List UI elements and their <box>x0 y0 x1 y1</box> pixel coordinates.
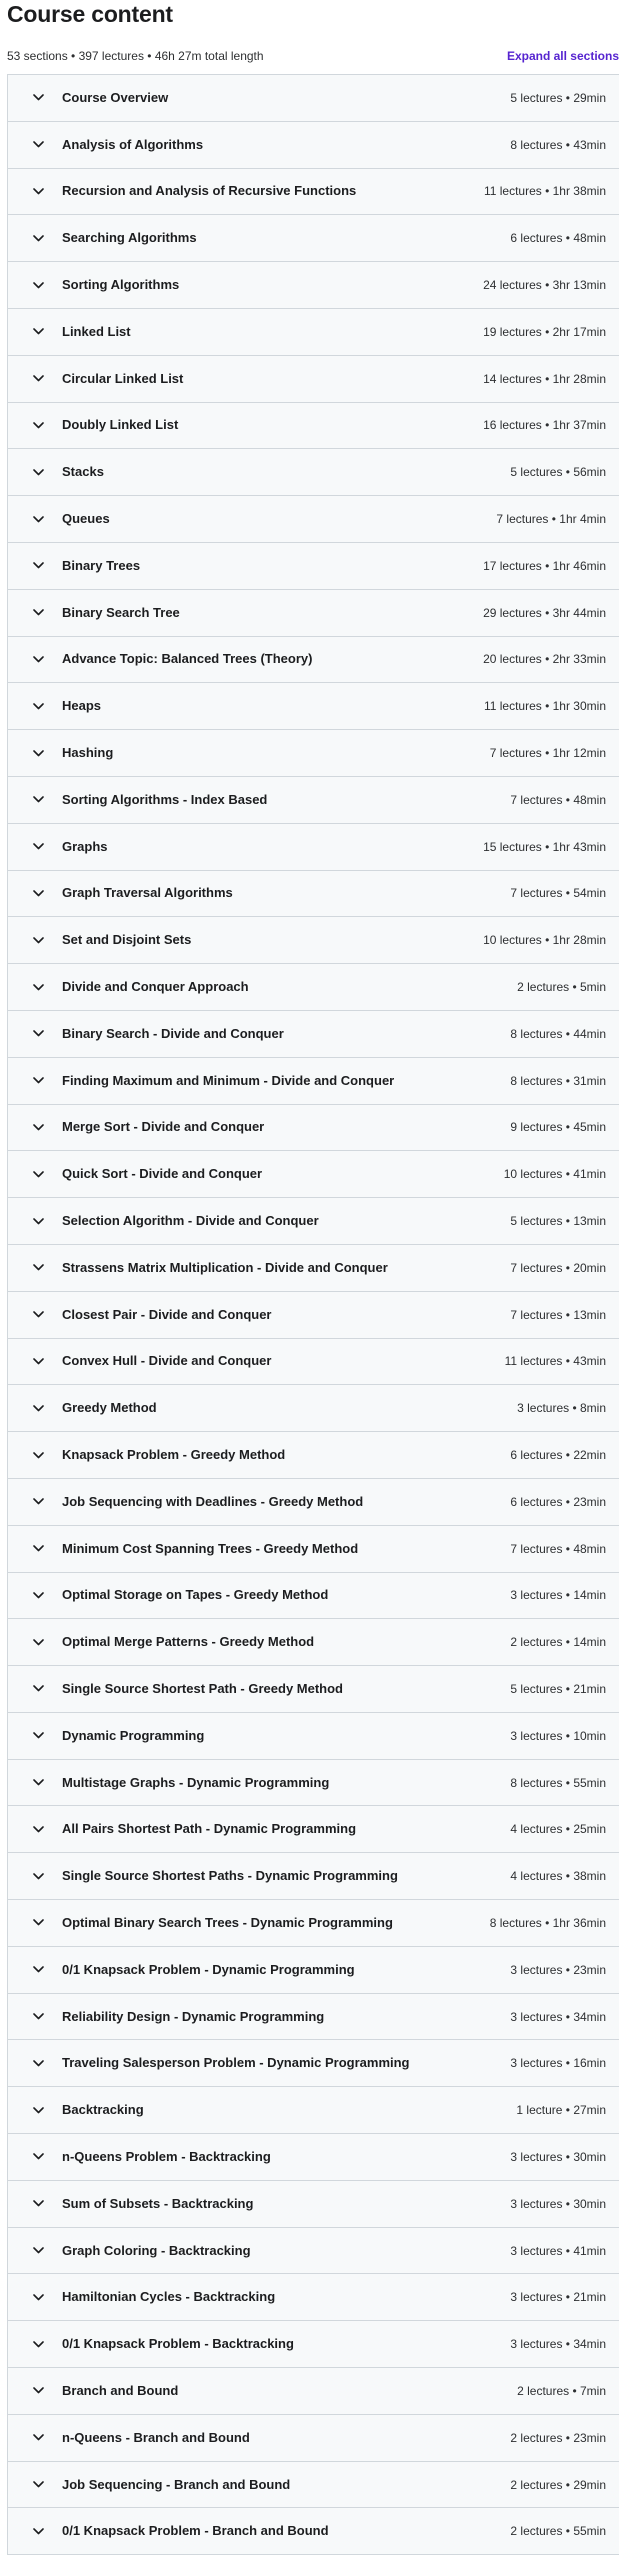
section-title: Set and Disjoint Sets <box>62 932 192 948</box>
section-row[interactable] <box>7 871 619 918</box>
chevron-down-icon[interactable] <box>32 1309 44 1321</box>
section-row[interactable] <box>7 1526 619 1573</box>
chevron-down-icon[interactable] <box>32 1355 44 1367</box>
section-title: Recursion and Analysis of Recursive Functions <box>62 183 357 199</box>
section-row[interactable] <box>7 1432 619 1479</box>
chevron-down-icon[interactable] <box>32 2291 44 2303</box>
section-row[interactable] <box>7 496 619 543</box>
section-lecture-count: 3 lectures • 30min <box>510 2149 606 2164</box>
section-lecture-count: 4 lectures • 38min <box>510 1869 606 1884</box>
section-lecture-count: 8 lectures • 55min <box>510 1775 606 1790</box>
chevron-down-icon[interactable] <box>32 981 44 993</box>
section-row[interactable] <box>7 1806 619 1853</box>
section-title: n-Queens Problem - Backtracking <box>62 2148 271 2164</box>
chevron-down-icon[interactable] <box>32 1777 44 1789</box>
chevron-down-icon[interactable] <box>32 1449 44 1461</box>
section-lecture-count: 7 lectures • 1hr 12min <box>489 746 606 761</box>
section-title: Single Source Shortest Path - Greedy Method <box>62 1680 343 1696</box>
section-lecture-count: 6 lectures • 23min <box>510 1494 606 1509</box>
chevron-down-icon[interactable] <box>32 279 44 291</box>
section-row[interactable] <box>7 1151 619 1198</box>
page-title: Course content <box>7 1 173 27</box>
section-row[interactable] <box>7 1011 619 1058</box>
section-lecture-count: 24 lectures • 3hr 13min <box>483 278 606 293</box>
section-row[interactable] <box>7 1385 619 1432</box>
section-lecture-count: 2 lectures • 7min <box>517 2383 606 2398</box>
section-lecture-count: 17 lectures • 1hr 46min <box>483 558 606 573</box>
section-lecture-count: 3 lectures • 34min <box>510 2009 606 2024</box>
section-title: Dynamic Programming <box>62 1727 205 1743</box>
section-lecture-count: 3 lectures • 14min <box>510 1588 606 1603</box>
chevron-down-icon[interactable] <box>32 1870 44 1882</box>
chevron-down-icon[interactable] <box>32 2525 44 2537</box>
section-title: Sorting Algorithms - Index Based <box>62 791 268 807</box>
section-row[interactable] <box>7 2321 619 2368</box>
section-row[interactable] <box>7 2087 619 2134</box>
section-title: Traveling Salesperson Problem - Dynamic Programming <box>62 2055 410 2071</box>
section-title: Graphs <box>62 838 108 854</box>
chevron-down-icon[interactable] <box>32 92 44 104</box>
section-row[interactable] <box>7 2228 619 2275</box>
chevron-down-icon[interactable] <box>32 185 44 197</box>
chevron-down-icon[interactable] <box>32 1215 44 1227</box>
section-row[interactable] <box>7 2040 619 2087</box>
section-lecture-count: 7 lectures • 13min <box>510 1307 606 1322</box>
section-title: Linked List <box>62 323 131 339</box>
section-row[interactable] <box>7 1245 619 1292</box>
section-title: Sorting Algorithms <box>62 277 180 293</box>
section-title: Convex Hull - Divide and Conquer <box>62 1353 272 1369</box>
section-title: Graph Coloring - Backtracking <box>62 2242 251 2258</box>
section-lecture-count: 29 lectures • 3hr 44min <box>483 605 606 620</box>
section-title: Sum of Subsets - Backtracking <box>62 2195 254 2211</box>
section-title: Binary Trees <box>62 557 141 573</box>
section-lecture-count: 8 lectures • 44min <box>510 1026 606 1041</box>
section-row[interactable] <box>7 1947 619 1994</box>
section-lecture-count: 5 lectures • 21min <box>510 1681 606 1696</box>
section-row[interactable] <box>7 1713 619 1760</box>
section-lecture-count: 2 lectures • 55min <box>510 2524 606 2539</box>
section-lecture-count: 16 lectures • 1hr 37min <box>483 418 606 433</box>
expand-all-sections-button[interactable]: Expand all sections <box>506 49 619 63</box>
section-title: Doubly Linked List <box>62 417 179 433</box>
chevron-down-icon[interactable] <box>32 2245 44 2257</box>
section-row[interactable] <box>7 543 619 590</box>
section-row[interactable] <box>7 683 619 730</box>
section-list <box>7 74 619 2560</box>
chevron-down-icon[interactable] <box>32 2151 44 2163</box>
section-lecture-count: 8 lectures • 1hr 36min <box>489 1915 606 1930</box>
section-row[interactable] <box>7 2274 619 2321</box>
chevron-down-icon[interactable] <box>32 139 44 151</box>
section-row[interactable] <box>7 777 619 824</box>
section-lecture-count: 2 lectures • 5min <box>517 980 606 995</box>
chevron-down-icon[interactable] <box>32 887 44 899</box>
section-lecture-count: 9 lectures • 45min <box>510 1120 606 1135</box>
section-lecture-count: 3 lectures • 21min <box>510 2290 606 2305</box>
section-row[interactable] <box>7 1292 619 1339</box>
section-row[interactable] <box>7 262 619 309</box>
section-row[interactable] <box>7 1994 619 2041</box>
chevron-down-icon[interactable] <box>32 1402 44 1414</box>
section-row[interactable] <box>7 1105 619 1152</box>
chevron-down-icon[interactable] <box>32 326 44 338</box>
section-row[interactable] <box>7 824 619 871</box>
section-row[interactable] <box>7 917 619 964</box>
section-row[interactable] <box>7 403 619 450</box>
chevron-down-icon[interactable] <box>32 1917 44 1929</box>
chevron-down-icon[interactable] <box>32 232 44 244</box>
chevron-down-icon[interactable] <box>32 1683 44 1695</box>
chevron-down-icon[interactable] <box>32 2198 44 2210</box>
section-lecture-count: 19 lectures • 2hr 17min <box>483 324 606 339</box>
chevron-down-icon[interactable] <box>32 1964 44 1976</box>
section-lecture-count: 5 lectures • 56min <box>510 465 606 480</box>
chevron-down-icon[interactable] <box>32 1823 44 1835</box>
section-row[interactable] <box>7 309 619 356</box>
section-title: n-Queens - Branch and Bound <box>62 2429 250 2445</box>
chevron-down-icon[interactable] <box>32 513 44 525</box>
section-title: Job Sequencing with Deadlines - Greedy Method <box>62 1493 364 1509</box>
chevron-down-icon[interactable] <box>32 560 44 572</box>
section-title: Merge Sort - Divide and Conquer <box>62 1119 265 1135</box>
section-lecture-count: 11 lectures • 1hr 38min <box>483 184 606 199</box>
section-lecture-count: 7 lectures • 54min <box>510 886 606 901</box>
chevron-down-icon[interactable] <box>32 419 44 431</box>
section-lecture-count: 10 lectures • 1hr 28min <box>483 933 606 948</box>
section-lecture-count: 3 lectures • 41min <box>510 2243 606 2258</box>
section-row[interactable] <box>7 1760 619 1807</box>
section-title: Searching Algorithms <box>62 230 197 246</box>
chevron-down-icon[interactable] <box>32 1121 44 1133</box>
section-lecture-count: 3 lectures • 30min <box>510 2196 606 2211</box>
section-row[interactable] <box>7 730 619 777</box>
chevron-down-icon[interactable] <box>32 373 44 385</box>
section-row[interactable] <box>7 1900 619 1947</box>
section-title: Stacks <box>62 464 104 480</box>
section-row[interactable] <box>7 356 619 403</box>
section-row[interactable] <box>7 2181 619 2228</box>
section-row[interactable] <box>7 964 619 1011</box>
section-title: Binary Search Tree <box>62 604 180 620</box>
chevron-down-icon[interactable] <box>32 2479 44 2491</box>
section-lecture-count: 11 lectures • 43min <box>504 1354 606 1369</box>
section-row[interactable] <box>7 1058 619 1105</box>
section-row[interactable] <box>7 2134 619 2181</box>
section-lecture-count: 2 lectures • 29min <box>510 2477 606 2492</box>
section-title: Job Sequencing - Branch and Bound <box>62 2476 291 2492</box>
section-title: Closest Pair - Divide and Conquer <box>62 1306 272 1322</box>
section-lecture-count: 3 lectures • 34min <box>510 2337 606 2352</box>
section-title: 0/1 Knapsack Problem - Branch and Bound <box>62 2523 329 2539</box>
section-lecture-count: 4 lectures • 25min <box>510 1822 606 1837</box>
section-title: Minimum Cost Spanning Trees - Greedy Method <box>62 1540 359 1556</box>
section-lecture-count: 15 lectures • 1hr 43min <box>483 839 606 854</box>
section-row[interactable] <box>7 2368 619 2415</box>
section-title: Knapsack Problem - Greedy Method <box>62 1447 286 1462</box>
chevron-down-icon[interactable] <box>32 1075 44 1087</box>
section-title: Circular Linked List <box>62 370 184 386</box>
section-title: Greedy Method <box>62 1400 157 1416</box>
section-title: Branch and Bound <box>62 2382 179 2398</box>
section-row[interactable] <box>7 590 619 637</box>
section-title: Reliability Design - Dynamic Programming <box>62 2008 325 2024</box>
section-title: Queues <box>62 511 110 527</box>
section-lecture-count: 1 lecture • 27min <box>516 2103 606 2118</box>
chevron-down-icon[interactable] <box>32 1168 44 1180</box>
section-lecture-count: 3 lectures • 8min <box>517 1401 606 1416</box>
section-row[interactable] <box>7 2415 619 2462</box>
section-row[interactable] <box>7 1573 619 1620</box>
section-lecture-count: 7 lectures • 48min <box>510 1541 606 1556</box>
chevron-down-icon[interactable] <box>32 841 44 853</box>
chevron-down-icon[interactable] <box>32 466 44 478</box>
section-title: Analysis of Algorithms <box>62 136 204 152</box>
section-row[interactable] <box>7 215 619 262</box>
section-row[interactable] <box>7 449 619 496</box>
section-title: 0/1 Knapsack Problem - Backtracking <box>62 2336 294 2352</box>
chevron-down-icon[interactable] <box>32 2011 44 2023</box>
section-title: Optimal Merge Patterns - Greedy Method <box>62 1634 315 1650</box>
section-title: Backtracking <box>62 2102 144 2118</box>
section-title: Multistage Graphs - Dynamic Programming <box>62 1774 330 1790</box>
chevron-down-icon[interactable] <box>32 747 44 759</box>
chevron-down-icon[interactable] <box>32 1028 44 1040</box>
section-row[interactable] <box>7 637 619 684</box>
section-title: Course Overview <box>62 89 169 105</box>
section-lecture-count: 3 lectures • 16min <box>510 2056 606 2071</box>
section-title: Optimal Storage on Tapes - Greedy Method <box>62 1587 329 1603</box>
section-lecture-count: 3 lectures • 23min <box>510 1962 606 1977</box>
section-title: Hamiltonian Cycles - Backtracking <box>62 2289 276 2305</box>
section-title: All Pairs Shortest Path - Dynamic Programming <box>62 1821 357 1837</box>
section-title: 0/1 Knapsack Problem - Dynamic Programming <box>62 1961 355 1977</box>
section-lecture-count: 14 lectures • 1hr 28min <box>483 371 606 386</box>
section-row[interactable] <box>7 1198 619 1245</box>
chevron-down-icon[interactable] <box>32 1543 44 1555</box>
section-title: Quick Sort - Divide and Conquer <box>62 1166 263 1182</box>
section-row[interactable] <box>7 1666 619 1713</box>
section-lecture-count: 7 lectures • 48min <box>510 792 606 807</box>
section-row[interactable] <box>7 2462 619 2509</box>
section-title: Optimal Binary Search Trees - Dynamic Programming <box>62 1914 393 1930</box>
section-row[interactable] <box>7 122 619 169</box>
section-title: Binary Search - Divide and Conquer <box>62 1025 284 1041</box>
section-row[interactable] <box>7 1479 619 1526</box>
section-lecture-count: 20 lectures • 2hr 33min <box>483 652 606 667</box>
section-title: Heaps <box>62 698 102 714</box>
section-row[interactable] <box>7 2508 619 2555</box>
chevron-down-icon[interactable] <box>32 1496 44 1508</box>
section-title: Divide and Conquer Approach <box>62 979 249 995</box>
course-summary: 53 sections • 397 lectures • 46h 27m total length <box>7 49 264 63</box>
section-lecture-count: 2 lectures • 14min <box>510 1635 606 1650</box>
chevron-down-icon[interactable] <box>32 2104 44 2116</box>
section-lecture-count: 6 lectures • 48min <box>510 231 606 246</box>
section-title: Finding Maximum and Minimum - Divide and Conquer <box>62 1072 395 1088</box>
section-lecture-count: 8 lectures • 31min <box>510 1073 606 1088</box>
section-lecture-count: 3 lectures • 10min <box>510 1728 606 1743</box>
chevron-down-icon[interactable] <box>32 1262 44 1274</box>
section-lecture-count: 5 lectures • 13min <box>510 1214 606 1229</box>
section-row[interactable] <box>7 169 619 216</box>
chevron-down-icon[interactable] <box>32 1589 44 1601</box>
chevron-down-icon[interactable] <box>32 653 44 665</box>
section-row[interactable] <box>7 1619 619 1666</box>
section-lecture-count: 6 lectures • 22min <box>510 1448 606 1462</box>
chevron-down-icon[interactable] <box>32 607 44 619</box>
section-lecture-count: 7 lectures • 1hr 4min <box>496 512 606 527</box>
chevron-down-icon[interactable] <box>32 1730 44 1742</box>
section-row[interactable] <box>7 75 619 122</box>
chevron-down-icon[interactable] <box>32 2338 44 2350</box>
chevron-down-icon[interactable] <box>32 2432 44 2444</box>
chevron-down-icon[interactable] <box>32 700 44 712</box>
section-lecture-count: 5 lectures • 29min <box>510 90 606 105</box>
section-row[interactable] <box>7 1339 619 1386</box>
section-lecture-count: 8 lectures • 43min <box>510 137 606 152</box>
section-row[interactable] <box>7 1853 619 1900</box>
section-title: Strassens Matrix Multiplication - Divide and Conquer <box>62 1259 388 1275</box>
chevron-down-icon[interactable] <box>32 2057 44 2069</box>
chevron-down-icon[interactable] <box>32 2385 44 2397</box>
section-lecture-count: 7 lectures • 20min <box>510 1260 606 1275</box>
section-title: Hashing <box>62 745 114 761</box>
section-title: Advance Topic: Balanced Trees (Theory) <box>62 651 313 667</box>
section-title: Single Source Shortest Paths - Dynamic Programming <box>62 1868 398 1884</box>
section-title: Graph Traversal Algorithms <box>62 885 233 901</box>
section-lecture-count: 10 lectures • 41min <box>503 1167 606 1182</box>
chevron-down-icon[interactable] <box>32 1636 44 1648</box>
chevron-down-icon[interactable] <box>32 794 44 806</box>
chevron-down-icon[interactable] <box>32 934 44 946</box>
section-title: Selection Algorithm - Divide and Conquer <box>62 1213 319 1229</box>
section-lecture-count: 2 lectures • 23min <box>510 2430 606 2445</box>
section-lecture-count: 11 lectures • 1hr 30min <box>483 699 606 714</box>
